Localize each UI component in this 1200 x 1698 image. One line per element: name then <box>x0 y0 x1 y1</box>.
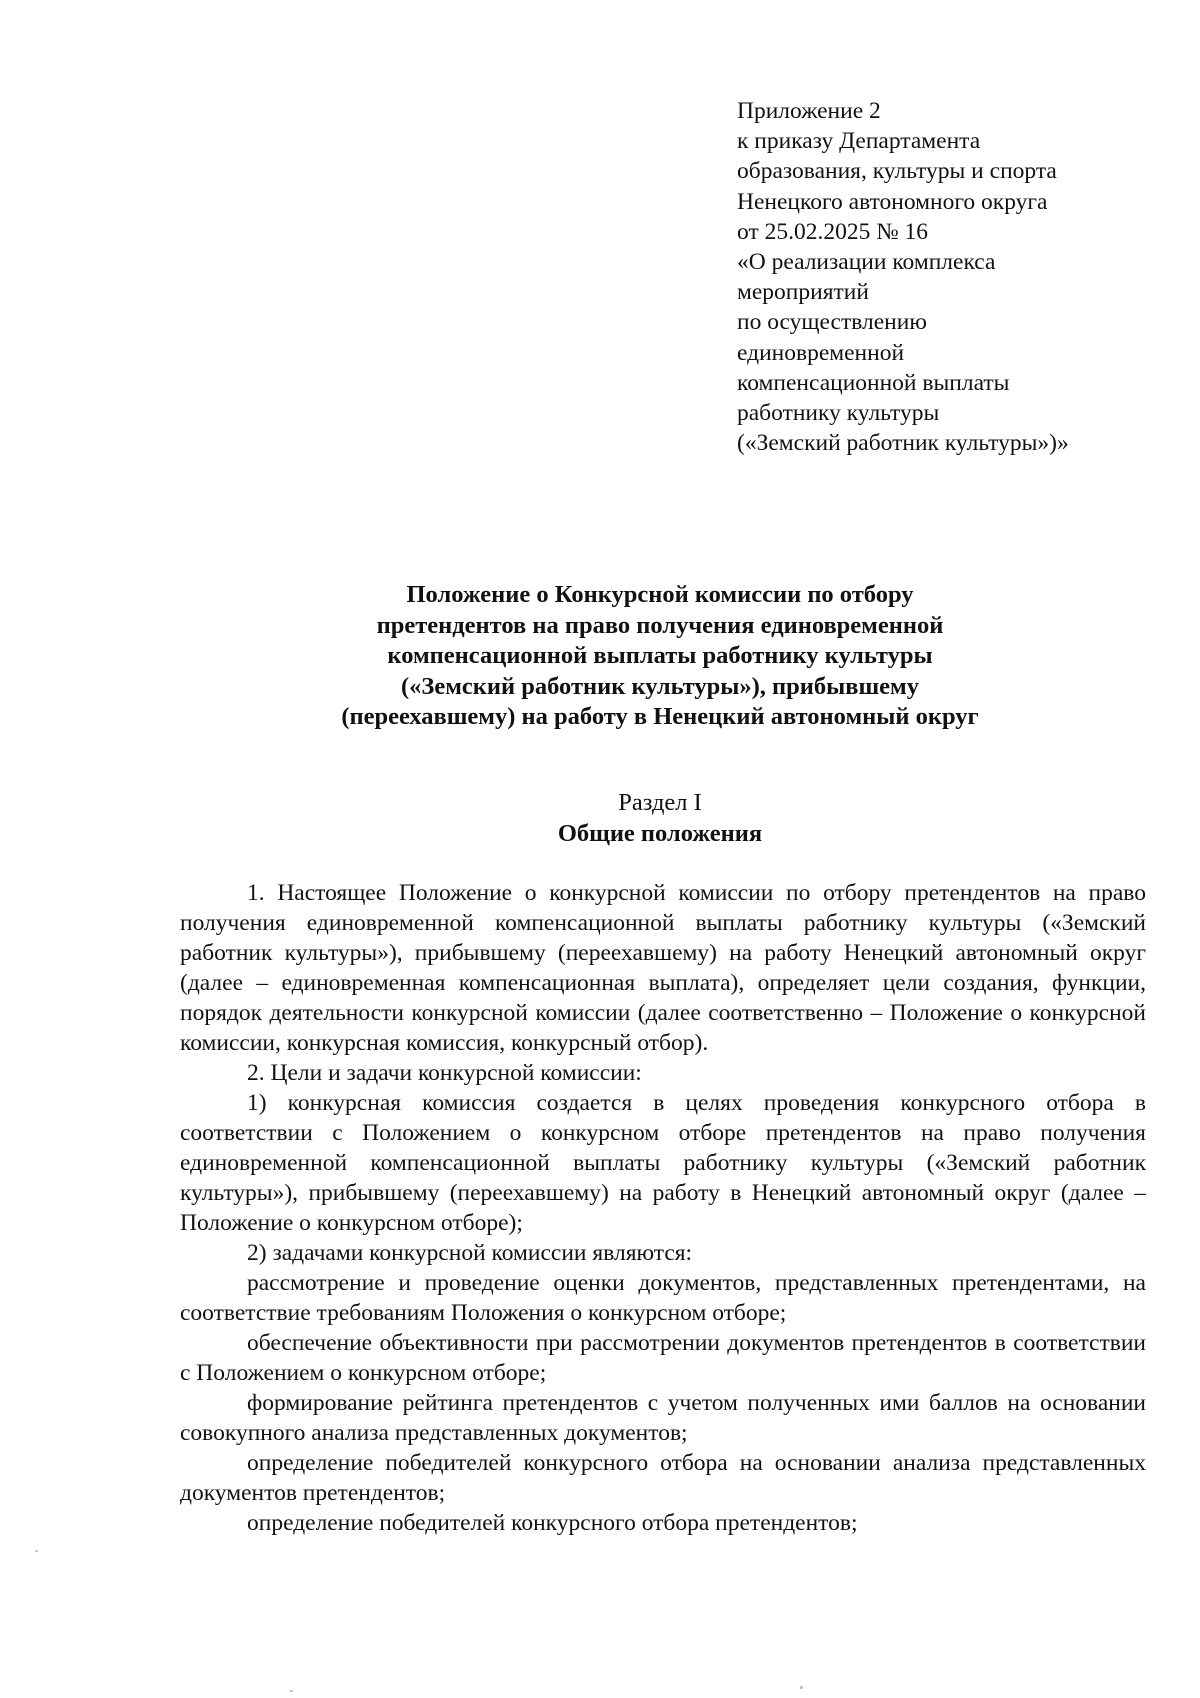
title-line: (переехавшему) на работу в Ненецкий автономный округ <box>341 703 979 730</box>
annex-line: от 25.02.2025 № 16 <box>737 218 929 245</box>
paragraph: 1) конкурсная комиссия создается в целях проведения конкурсного отбора в соответствии с Положением о конкурсном отборе претендентов на право получения единовременной компенсационной выплаты работнику культуры («Земский работник культуры»), прибывшему (переехавшему) на работу в Ненецкий автономный округ (далее – Положение о конкурсном отборе); <box>180 1090 1146 1236</box>
document-title <box>180 580 1140 733</box>
scan-speck <box>290 1690 293 1692</box>
annex-line: «О реализации комплекса <box>737 249 996 276</box>
paragraph: формирование рейтинга претендентов с учетом полученных ими баллов на основании совокупного анализа представленных документов; <box>180 1390 1146 1446</box>
paragraph: определение победителей конкурсного отбора претендентов; <box>247 1510 858 1536</box>
scan-speck <box>35 1550 38 1552</box>
title-line: претендентов на право получения единовременной <box>376 611 944 639</box>
title-line: компенсационной выплаты работнику культуры <box>387 642 933 669</box>
section-heading <box>180 788 1140 849</box>
paragraph: 2. Цели и задачи конкурсной комиссии: <box>247 1060 642 1086</box>
title-line: («Земский работник культуры»), прибывшему <box>400 672 919 700</box>
title-line: Положение о Конкурсной комиссии по отбору <box>406 581 914 608</box>
paragraph: 1. Настоящее Положение о конкурсной комиссии по отбору претендентов на право получения единовременной компенсационной выплаты работнику культуры («Земский работник культуры»), прибывшему (переехавшему) на работу Ненецкий автономный округ (далее – единовременная компенсационная выплата), определяет цели создания, функции, порядок деятельности конкурсной комиссии (далее соответственно – Положение о конкурсной комиссии, конкурсная комиссия, конкурсный отбор). <box>180 880 1146 1056</box>
annex-line: образования, культуры и спорта <box>737 158 1057 185</box>
scan-speck <box>800 1686 803 1689</box>
annex-line: единовременной <box>737 339 905 366</box>
document-body <box>180 878 1146 1538</box>
paragraph: 2) задачами конкурсной комиссии являются: <box>247 1240 693 1266</box>
annex-line: («Земский работник культуры»)» <box>737 430 1069 457</box>
section-number: Раздел I <box>618 789 702 816</box>
annex-line: Ненецкого автономного округа <box>737 188 1048 215</box>
annex-line: Приложение 2 <box>737 98 881 124</box>
paragraph: определение победителей конкурсного отбора на основании анализа представленных документов претендентов; <box>180 1450 1146 1506</box>
annex-line: работнику культуры <box>737 400 940 427</box>
annex-line: по осуществлению <box>737 309 927 336</box>
annex-line: к приказу Департамента <box>737 128 981 155</box>
paragraph: обеспечение объективности при рассмотрении документов претендентов в соответствии с Положением о конкурсном отборе; <box>180 1330 1146 1386</box>
annex-block <box>737 96 1177 458</box>
section-name: Общие положения <box>557 819 763 847</box>
annex-line: мероприятий <box>737 279 869 306</box>
annex-line: компенсационной выплаты <box>737 369 1010 396</box>
paragraph: рассмотрение и проведение оценки документов, представленных претендентами, на соответствие требованиям Положения о конкурсном отборе; <box>180 1270 1146 1326</box>
